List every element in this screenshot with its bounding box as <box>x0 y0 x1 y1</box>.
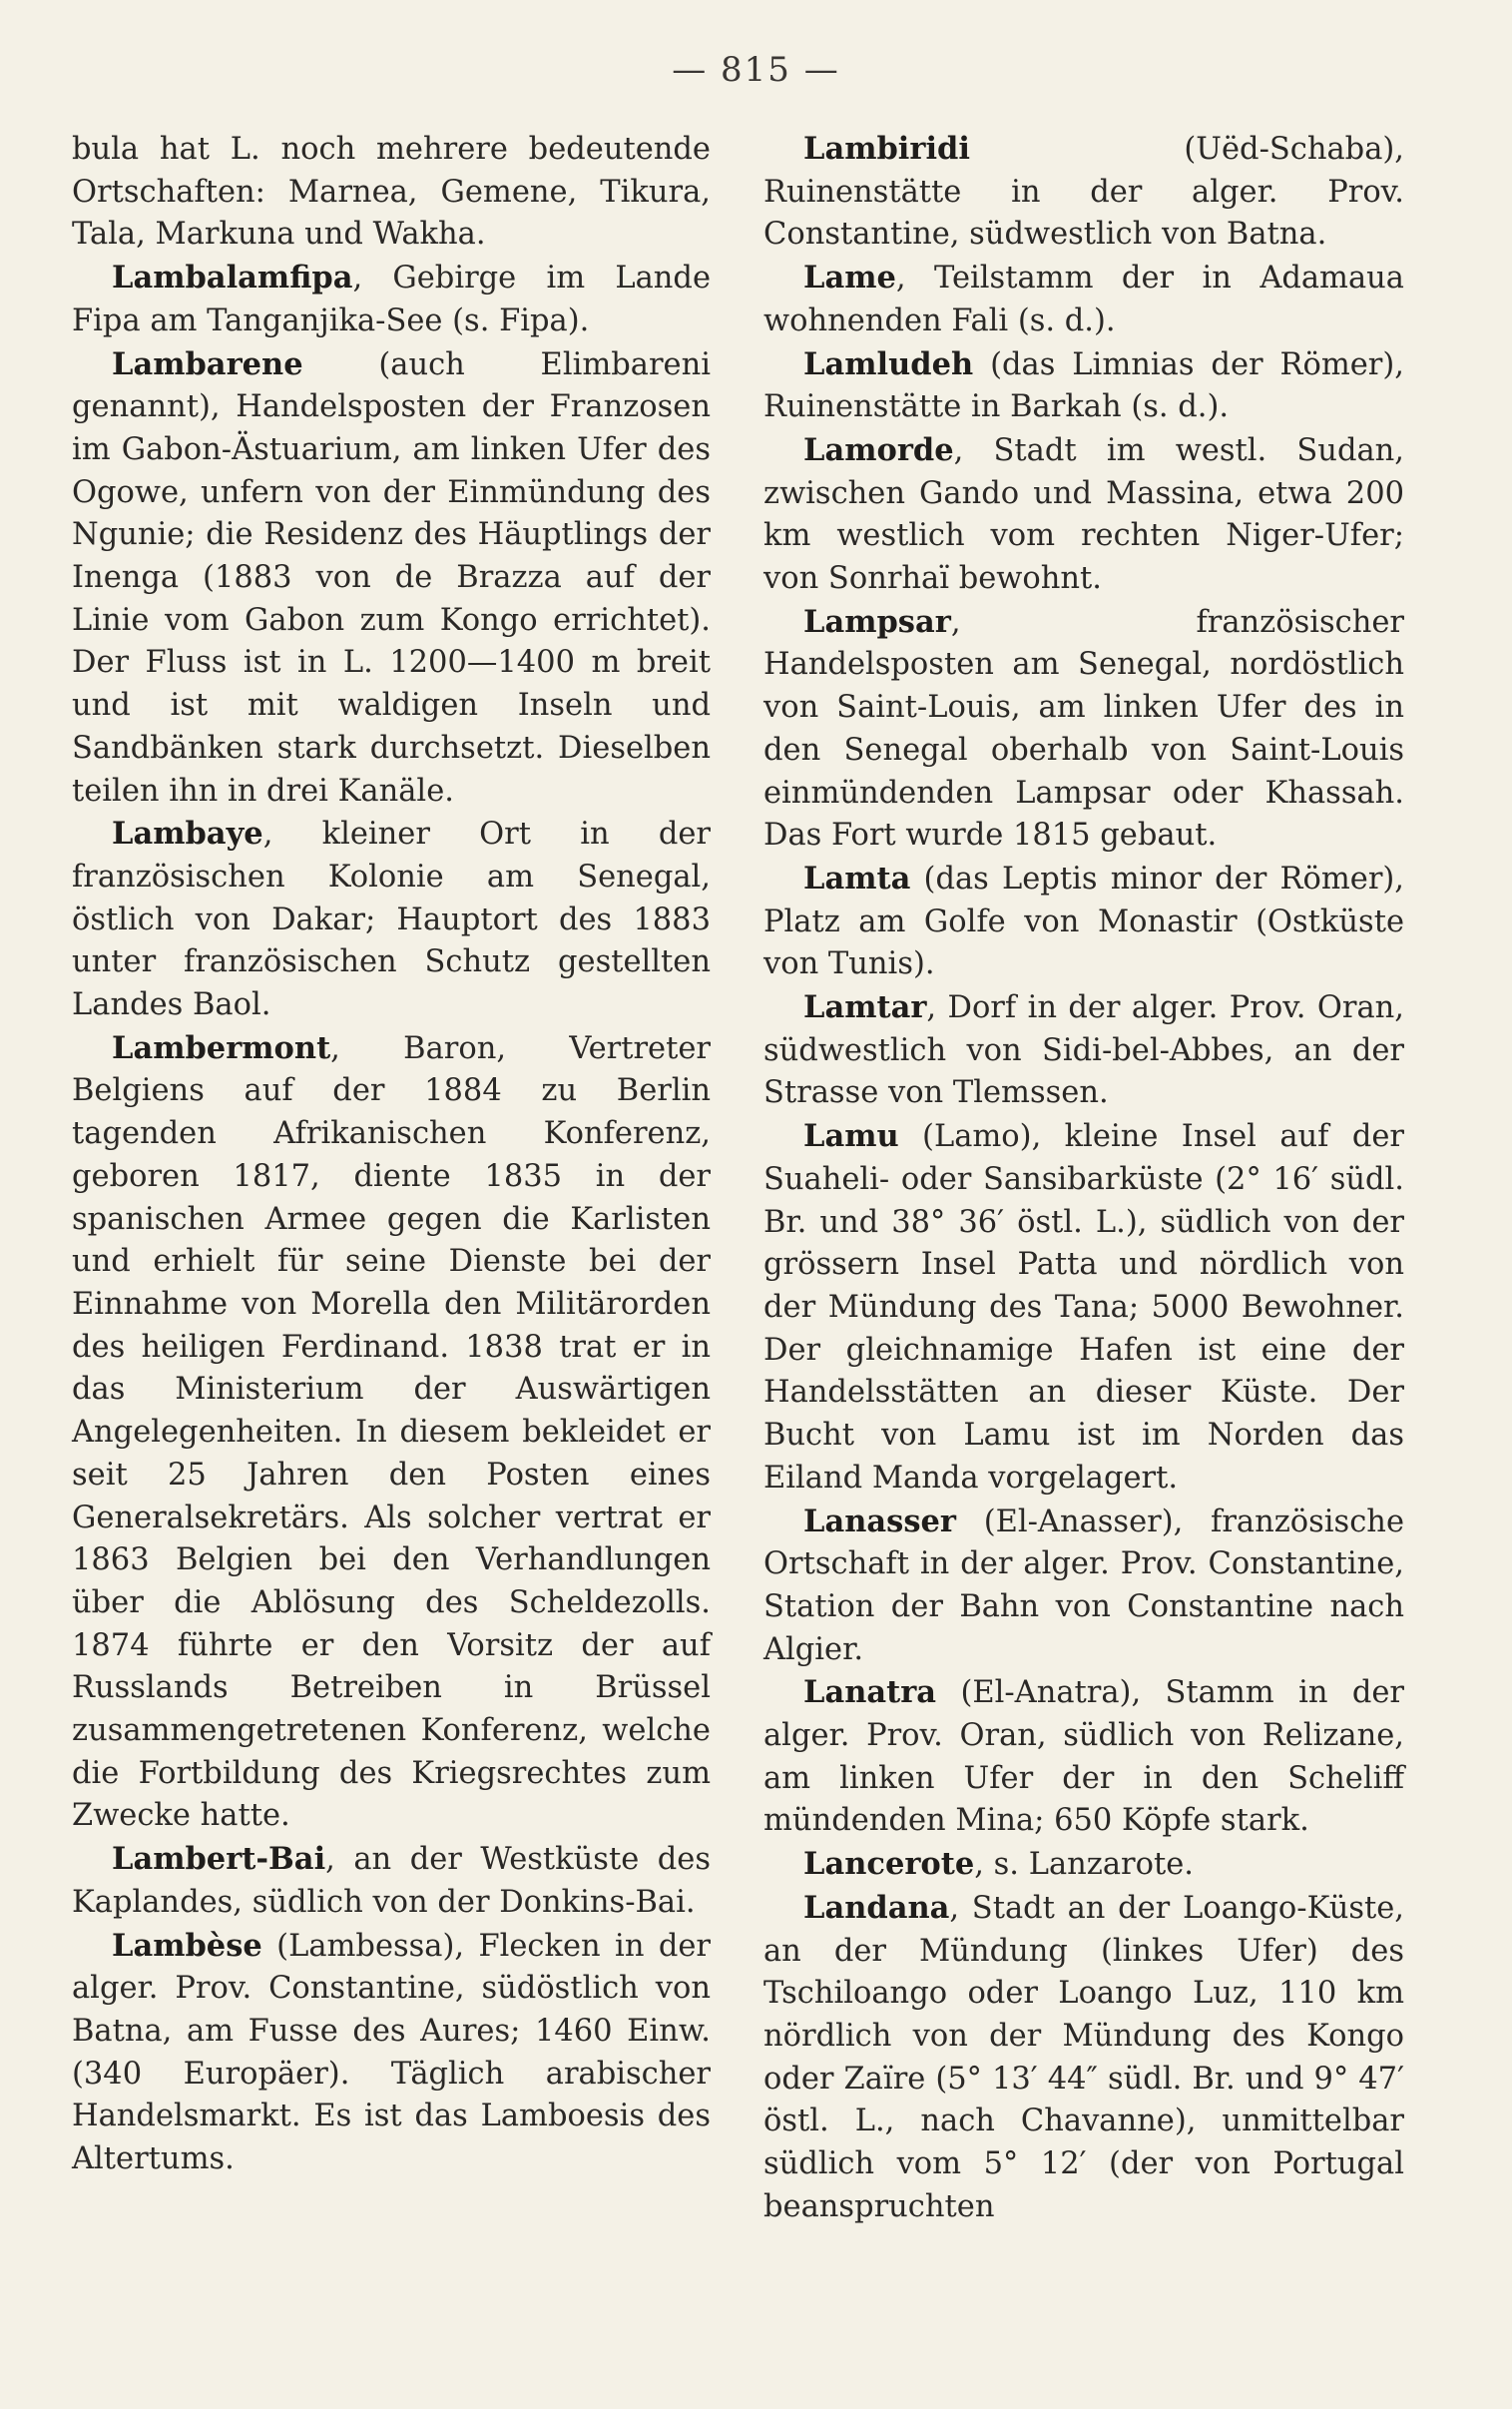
entry <box>763 1115 1404 1500</box>
entry-text: , Dorf in der alger. Prov. Oran, südwestlich von Sidi-bel-Abbes, an der Strasse von Tlemssen. <box>763 990 1404 1111</box>
entry-text: (El-Anasser), französische Ortschaft in der alger. Prov. Constantine, Station der Bahn von Constantine nach Algier. <box>763 1504 1404 1667</box>
right-column <box>763 128 1404 2228</box>
entry-headword: Lamorde <box>803 431 954 468</box>
entry-text: , s. Lanzarote. <box>974 1847 1194 1883</box>
entry-headword: Lambèse <box>112 1927 262 1964</box>
entry <box>763 1843 1404 1887</box>
entry-text: (Uëd-Schaba), Ruinenstätte in der alger. Prov. Constantine, südwestlich von Batna. <box>763 132 1404 253</box>
entry-text: , Teilstamm der in Adamaua wohnenden Fali (s. d.). <box>763 261 1404 338</box>
entry-headword: Lambermont <box>112 1029 331 1066</box>
entry <box>763 257 1404 342</box>
entry <box>72 813 711 1027</box>
entry <box>763 986 1404 1115</box>
entry <box>72 1027 711 1838</box>
entry <box>763 1887 1404 2229</box>
entry-headword: Lamludeh <box>803 345 974 382</box>
entry-headword: Lanasser <box>803 1503 956 1539</box>
entry-text: , Gebirge im Lande Fipa am Tanganjika-See (s. Fipa). <box>72 261 711 338</box>
entry-text: (das Leptis minor der Römer), Platz am Golfe von Monastir (Ostküste von Tunis). <box>763 861 1404 982</box>
entry <box>763 128 1404 257</box>
entry <box>763 1671 1404 1843</box>
entry-headword: Landana <box>803 1889 950 1926</box>
entry-headword: Lambiridi <box>803 131 970 167</box>
entry-text: (El-Anatra), Stamm in der alger. Prov. Oran, südlich von Relizane, am linken Ufer der in den Scheliff mündenden Mina; 650 Köpfe stark. <box>763 1675 1404 1839</box>
entry-text: (auch Elimbareni genannt), Handelsposten der Franzosen im Gabon-Ästuarium, am linken Ufer des Ogowe, unfern von der Einmündung des Ngunie; die Residenz des Häuptlings der Inenga (1883 von de Brazza auf der Linie vom Gabon zum Kongo errichtet). Der Fluss ist in L. 1200—1400 m breit und ist mit waldigen Inseln und Sandbänken stark durchsetzt. Dieselben teilen ihn in drei Kanäle. <box>72 346 711 809</box>
entry-text: , Baron, Vertreter Belgiens auf der 1884 zu Berlin tagenden Afrikanischen Konferenz, geboren 1817, diente 1835 in der spanischen Armee gegen die Karlisten und erhielt für seine Dienste bei der Einnahme von Morella den Militärorden des heiligen Ferdinand. 1838 trat er in das Ministerium der Auswärtigen Angelegenheiten. In diesem bekleidet er seit 25 Jahren den Posten eines Generalsekretärs. Als solcher vertrat er 1863 Belgien bei den Verhandlungen über die Ablösung des Scheldezolls. 1874 führte er den Vorsitz der auf Russlands Betreiben in Brüssel zusammengetretenen Konferenz, welche die Fortbildung des Kriegsrechtes zum Zwecke hatte. <box>72 1030 711 1834</box>
entry <box>763 1501 1404 1672</box>
entry-headword: Lamta <box>803 860 911 897</box>
entry-text: , kleiner Ort in der französischen Kolonie am Senegal, östlich von Dakar; Hauptort des 1883 unter französischen Schutz gestellten Landes Baol. <box>72 817 711 1023</box>
entry <box>763 601 1404 858</box>
entry <box>72 1838 711 1924</box>
entry-text: , Stadt an der Loango-Küste, an der Mündung (linkes Ufer) des Tschiloango oder Loango Luz, 110 km nördlich von der Mündung des Kongo oder Zaïre (5° 13′ 44″ südl. Br. und 9° 47′ östl. L., nach Chavanne), unmittelbar südlich vom 5° 12′ (der von Portugal beanspruchten <box>763 1890 1404 2224</box>
left-column <box>72 128 711 2181</box>
entry-headword: Lanatra <box>803 1674 937 1711</box>
entry <box>72 128 711 257</box>
entry <box>72 343 711 814</box>
entry-headword: Lambarene <box>112 345 303 382</box>
entry-text: , Stadt im westl. Sudan, zwischen Gando und Massina, etwa 200 km westlich vom rechten Niger-Ufer; von Sonrhaï bewohnt. <box>763 432 1404 597</box>
entry <box>72 257 711 342</box>
entry-headword: Lambalamfipa <box>112 260 353 297</box>
entry-text: (das Limnias der Römer), Ruinenstätte in Barkah (s. d.). <box>763 346 1404 425</box>
entry-text: , französischer Handelsposten am Senegal, nordöstlich von Saint-Louis, am linken Ufer des in den Senegal oberhalb von Saint-Louis einmündenden Lampsar oder Khassah. Das Fort wurde 1815 gebaut. <box>763 604 1404 854</box>
entry-headword: Lame <box>803 260 896 297</box>
entry-text: bula hat L. noch mehrere bedeutende Ortschaften: Marnea, Gemene, Tikura, Tala, Markuna und Wakha. <box>72 132 711 253</box>
entry-text: (Lamo), kleine Insel auf der Suaheli- oder Sansibarküste (2° 16′ südl. Br. und 38° 36′ östl. L.), südlich von der grössern Insel Patta und nördlich von der Mündung des Tana; 5000 Bewohner. Der gleichnamige Hafen ist eine der Handelsstätten an dieser Küste. Der Bucht von Lamu ist im Norden das Eiland Manda vorgelagert. <box>763 1119 1404 1496</box>
entry <box>72 1925 711 2181</box>
page-number: — 815 — <box>672 50 840 90</box>
entry-headword: Lancerote <box>803 1846 975 1883</box>
entry-headword: Lambert-Bai <box>112 1841 326 1878</box>
entry-text: (Lambessa), Flecken in der alger. Prov. Constantine, südöstlich von Batna, am Fusse des Aures; 1460 Einw. (340 Europäer). Täglich arabischer Handelsmarkt. Es ist das Lamboesis des Altertums. <box>72 1928 711 2177</box>
entry-headword: Lamu <box>803 1118 899 1155</box>
entry-text: , an der Westküste des Kaplandes, südlich von der Donkins-Bai. <box>72 1842 711 1920</box>
entry-headword: Lambaye <box>112 816 263 853</box>
entry-headword: Lampsar <box>803 603 951 640</box>
entry <box>763 429 1404 601</box>
entry <box>763 858 1404 986</box>
entry <box>763 343 1404 429</box>
entry-headword: Lamtar <box>803 989 927 1026</box>
